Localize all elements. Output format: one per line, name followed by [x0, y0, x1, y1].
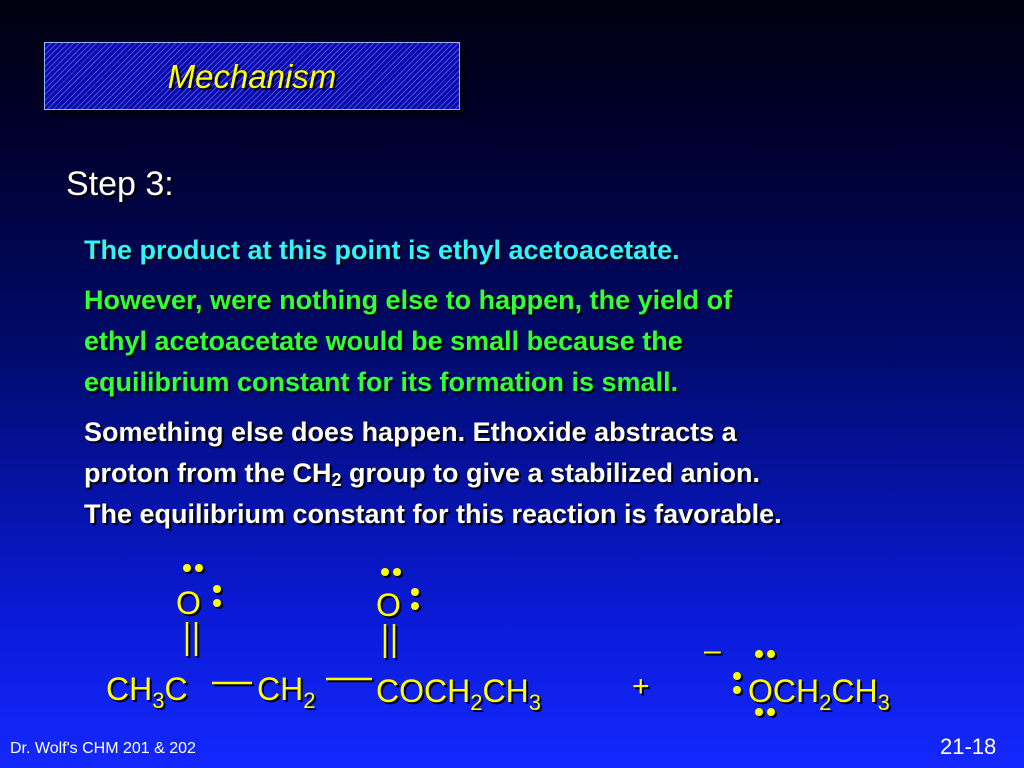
paragraph-happen-line3: The equilibrium constant for this reaction is favorable. — [84, 499, 782, 529]
paragraph-yield-line1: However, were nothing else to happen, the yield of — [84, 285, 733, 315]
ester-oxygen-lone-pair-right — [411, 588, 419, 596]
ethoxide-lone-pair-bottom — [755, 708, 763, 716]
ketone-oxygen-lone-pair-right — [213, 599, 221, 607]
paragraph-product — [84, 230, 984, 271]
ester-group: $COCH_2CH_3$ — [376, 673, 541, 715]
ketone-oxygen-lone-pair-top — [195, 564, 203, 572]
paragraph-product-text: The product at this point is ethyl acetoacetate. — [84, 235, 680, 265]
paragraph-happen-line2a: proton from the CH — [84, 458, 332, 488]
ester-oxygen: O — [376, 587, 401, 623]
ethoxide-lone-pair-left — [733, 672, 741, 680]
paragraph-happen — [84, 412, 984, 535]
ethoxide-lone-pair-left — [733, 686, 741, 694]
paragraph-happen-sub: 2 — [331, 470, 342, 490]
paragraph-happen-line2b: group to give a stabilized anion. — [341, 458, 761, 488]
ethoxide-charge: – — [704, 634, 721, 667]
ester-oxygen-lone-pair-top — [381, 568, 389, 576]
ethoxide-lone-pair-top — [755, 650, 763, 658]
ethoxide-group: $OCH_2CH_3$ — [748, 673, 890, 715]
slide-number: 21-18 — [940, 734, 997, 759]
ethoxide-lone-pair-top — [767, 650, 775, 658]
plus-sign: + — [632, 670, 650, 703]
slide-title: Mechanism — [167, 58, 337, 95]
ketone-oxygen-lone-pair-right — [213, 585, 221, 593]
title-box — [44, 42, 460, 110]
methyl-group: $CH_3C$ — [106, 671, 188, 713]
ester-oxygen-lone-pair-top — [393, 568, 401, 576]
ester-oxygen-lone-pair-right — [411, 602, 419, 610]
paragraph-happen-line1: Something else does happen. Ethoxide abstracts a — [84, 417, 737, 447]
paragraph-yield-line2: ethyl acetoacetate would be small because the — [84, 326, 683, 356]
footer-course: Dr. Wolf's CHM 201 & 202 — [10, 740, 196, 757]
ethoxide-lone-pair-bottom — [767, 708, 775, 716]
reaction-scheme — [0, 550, 1024, 730]
paragraph-yield — [84, 280, 984, 403]
ketone-oxygen-lone-pair-top — [183, 564, 191, 572]
methylene-group: $CH_2$ — [257, 671, 316, 713]
step-label: Step 3: — [66, 165, 174, 203]
paragraph-yield-line3: equilibrium constant for its formation is small. — [84, 367, 679, 397]
ketone-oxygen: O — [176, 585, 201, 621]
